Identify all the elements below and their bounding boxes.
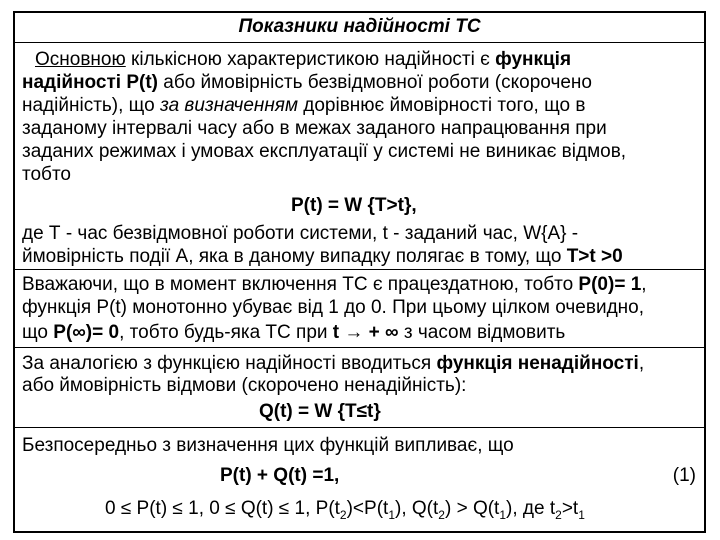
s1-line-6: тобто [22, 164, 71, 185]
subscript: 1 [388, 508, 395, 522]
bold-run: надійності P(t) [22, 72, 158, 93]
text-run: За аналогією з функцією надійності вводиться [22, 353, 437, 374]
text-run: , [638, 353, 645, 374]
text-run: ), Q(t [395, 498, 439, 519]
s2-line-3 [22, 321, 565, 344]
s1-line-1 [35, 48, 571, 71]
bold-run: функція [495, 49, 572, 70]
text-run: дорівнює ймовірності того, що в [297, 95, 586, 116]
subscript: 1 [499, 508, 507, 522]
s2-line-2: функція P(t) монотонно убуває від 1 до 0. При цьому цілком очевидно, [22, 297, 645, 318]
bold-run: T>t >0 [566, 246, 623, 267]
underlined-word: Основною [35, 49, 126, 70]
page-title: Показники надійності ТС [238, 16, 481, 37]
text-run: що [22, 322, 54, 343]
italic-run: за визначенням [159, 95, 298, 116]
s3-line-1 [22, 352, 644, 375]
divider-2 [15, 347, 704, 348]
formula-sum: P(t) + Q(t) =1, [220, 465, 340, 486]
content-frame [13, 11, 706, 533]
text-run: кількісною характеристикою надійності є [125, 49, 496, 70]
s3-line-2: або ймовірність відмови (скорочено ненадійність): [22, 375, 467, 396]
formula-reliability: P(t) = W {T>t}, [291, 195, 417, 216]
s2-line-1 [22, 273, 647, 296]
title-divider [15, 42, 704, 43]
text-run: >t [561, 498, 579, 519]
text-run: надійність), що [22, 95, 160, 116]
text-run: ), де t [506, 498, 556, 519]
bold-run: P(∞)= 0 [53, 322, 120, 343]
equation-number: (1) [672, 465, 696, 486]
text-run: ) > Q(t [444, 498, 500, 519]
s4-inequalities [105, 497, 585, 520]
s1-line-4: заданому інтервалі часу або в межах заданого напрацювання при [22, 118, 607, 139]
text-run: ймовірність події А, яка в даному випадку полягає в тому, що [22, 246, 567, 267]
subscript: 2 [339, 508, 347, 522]
text-run: , [641, 274, 647, 295]
text-run: )<P(t [346, 498, 389, 519]
text-run: 0 ≤ P(t) ≤ 1, 0 ≤ Q(t) ≤ 1, P(t [105, 498, 340, 519]
s1-line-5: заданих режимах і умовах експлуатації у системі не виникає відмов, [22, 141, 627, 162]
divider-1 [15, 269, 704, 270]
s1-line-3 [22, 94, 585, 117]
bold-run: функція ненадійності [436, 353, 639, 374]
s1-line-8 [22, 245, 623, 268]
text-run: з часом відмовить [398, 322, 566, 343]
s4-line-1: Безпосередньо з визначення цих функцій випливає, що [22, 435, 514, 456]
bold-run: t → + ∞ [332, 322, 399, 343]
subscript: 2 [555, 508, 562, 522]
formula-unreliability: Q(t) = W {T≤t} [259, 401, 381, 422]
bold-run: P(0)= 1 [578, 274, 642, 295]
s1-line-2 [22, 71, 592, 94]
subscript: 1 [578, 508, 585, 522]
text-run: або ймовірність безвідмовної роботи (скорочено [157, 72, 592, 93]
s1-line-7: де Т - час безвідмовної роботи системи, t - заданий час, W{A} - [22, 223, 579, 244]
text-run: , тобто будь-яка ТС при [119, 322, 333, 343]
divider-3 [15, 427, 704, 428]
text-run: Вважаючи, що в момент включення ТС є працездатною, тобто [22, 274, 579, 295]
subscript: 2 [438, 508, 445, 522]
